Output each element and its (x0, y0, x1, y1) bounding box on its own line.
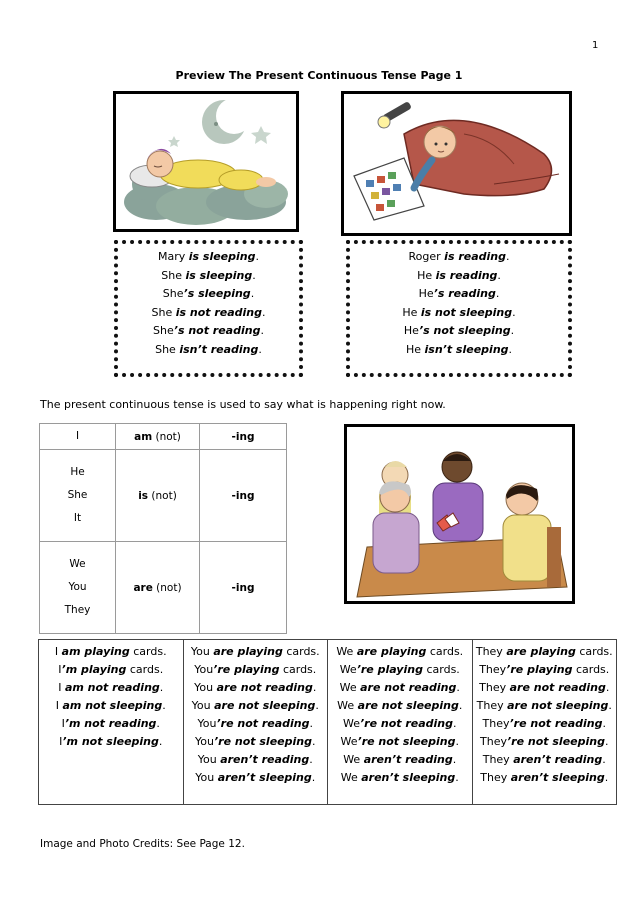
grammar-subjects-cell (40, 542, 116, 634)
example-line-verb: am not sleeping (62, 699, 163, 712)
roger-example-line (350, 341, 568, 360)
grammar-row (40, 450, 287, 542)
example-line-end: . (156, 717, 160, 730)
mary-example-lines (118, 248, 299, 359)
boy-reading-illustration (344, 94, 569, 233)
example-line-subject: They (475, 645, 507, 658)
example-line-end: . (608, 699, 612, 712)
example-line-subject: We (340, 735, 358, 748)
example-line-verb: ’m not reading (64, 717, 157, 730)
example-line-subject: We (343, 753, 364, 766)
mary-example-line-end: . (252, 268, 256, 282)
sleeping-girl-illustration (116, 94, 296, 229)
grammar-row (40, 542, 287, 634)
example-line (473, 715, 617, 733)
roger-reading-picture (341, 91, 572, 236)
example-line-subject: We (336, 645, 357, 658)
example-line-verb: are not reading (360, 681, 457, 694)
example-line-end: . (605, 681, 610, 694)
example-line-end: cards. (282, 645, 320, 658)
example-line (39, 697, 183, 715)
example-line-end: cards. (422, 663, 460, 676)
example-line (328, 733, 472, 751)
roger-example-line-subject: He (403, 324, 419, 337)
example-line-end: . (455, 735, 459, 748)
roger-examples-box (346, 240, 572, 377)
mary-sleeping-picture (113, 91, 299, 232)
example-line-end: cards. (572, 663, 610, 676)
grammar-negation: (not) (152, 581, 182, 594)
mary-example-line-verb: is not reading (175, 305, 262, 319)
example-line-subject: They (482, 753, 514, 766)
roger-example-line-verb: is reading (435, 268, 498, 282)
example-line-end: cards. (129, 645, 167, 658)
example-line-end: cards. (279, 663, 317, 676)
example-line (328, 697, 472, 715)
example-line (184, 751, 328, 769)
example-line (473, 733, 617, 751)
mary-example-line-verb: isn’t reading (179, 342, 259, 356)
grammar-subject: They (64, 604, 91, 616)
example-line-subject: They (482, 717, 510, 730)
roger-example-line-end: . (510, 324, 515, 337)
example-line-end: . (604, 735, 609, 748)
mary-example-line-subject: She (151, 305, 176, 319)
roger-example-line-verb: ’s not sleeping (418, 324, 511, 337)
mary-example-line (118, 285, 299, 304)
mary-example-line-end: . (250, 287, 255, 300)
roger-example-line-end: . (495, 287, 500, 300)
example-line-subject: They (476, 699, 508, 712)
example-line-verb: am not reading (64, 681, 160, 694)
mary-example-line-end: . (255, 250, 259, 263)
example-line-subject: We (340, 771, 362, 784)
example-line-subject: I (59, 735, 63, 748)
mary-example-line-end: . (260, 324, 264, 337)
example-line-end: . (602, 717, 606, 730)
grammar-verb: are (133, 581, 153, 594)
example-line-verb: ’re not sleeping (357, 735, 456, 748)
example-line-subject: They (479, 681, 510, 694)
examples-column (39, 640, 184, 805)
grammar-negation: (not) (148, 489, 177, 502)
roger-example-line-verb: is not sleeping (420, 305, 513, 319)
grammar-ending-cell (200, 424, 287, 450)
grammar-ending-cell (200, 450, 287, 542)
example-line-subject: You (191, 699, 215, 712)
grammar-verb-cell (116, 424, 200, 450)
mary-example-line-subject: She (153, 324, 174, 337)
example-line-end: . (158, 735, 163, 748)
mary-examples-box (114, 240, 303, 377)
roger-example-line-subject: He (402, 305, 421, 319)
roger-example-line (350, 267, 568, 286)
example-line-subject: We (339, 681, 361, 694)
example-line (473, 679, 617, 697)
example-line-subject: You (197, 717, 217, 730)
examples-table (38, 639, 617, 805)
example-line-verb: ’re playing (213, 663, 280, 676)
example-line-verb: ’re playing (356, 663, 423, 676)
example-line-end: . (602, 753, 606, 766)
example-line-end: cards. (126, 663, 164, 676)
mary-example-line (118, 304, 299, 323)
mary-example-line-subject: Mary (157, 250, 189, 263)
roger-example-line-verb: is reading (444, 250, 506, 263)
example-line-end: . (309, 753, 313, 766)
example-line (184, 733, 328, 751)
example-line-end: . (311, 735, 316, 748)
example-line (184, 679, 328, 697)
example-line (39, 733, 183, 751)
roger-example-line-verb: ’s reading (433, 287, 496, 300)
playing-cards-picture (344, 424, 575, 604)
example-line-verb: ’re not sleeping (214, 735, 312, 748)
example-line (39, 643, 183, 661)
grammar-subject: You (68, 581, 87, 593)
example-line-verb: am playing (61, 645, 130, 658)
example-line-subject: You (194, 663, 214, 676)
roger-example-line-end: . (497, 268, 501, 282)
example-line (184, 643, 328, 661)
example-line-verb: aren’t sleeping (510, 771, 605, 784)
example-line-subject: You (195, 771, 218, 784)
example-line-end: . (311, 771, 316, 784)
mary-example-line (118, 248, 299, 267)
example-line-end: . (604, 771, 609, 784)
example-line-verb: are playing (213, 645, 283, 658)
grammar-verb-cell (116, 450, 200, 542)
mary-example-line-subject: She (162, 287, 184, 300)
example-line-verb: aren’t sleeping (361, 771, 456, 784)
roger-example-line-end: . (508, 342, 513, 356)
example-line (328, 715, 472, 733)
grammar-verb: is (138, 489, 149, 502)
example-line-verb: are not sleeping (357, 699, 459, 712)
example-line-end: . (315, 699, 319, 712)
example-line-end: . (452, 753, 457, 766)
example-line-end: cards. (426, 645, 464, 658)
example-line-verb: aren’t reading (513, 753, 603, 766)
example-line-end: cards. (575, 645, 613, 658)
example-line-subject: We (337, 699, 358, 712)
example-line-subject: I (61, 717, 65, 730)
example-line (473, 643, 617, 661)
grammar-subjects-cell (40, 424, 116, 450)
people-playing-cards-illustration (347, 427, 572, 601)
page-title: Preview The Present Continuous Tense Page 1 (175, 69, 463, 82)
grammar-row (40, 424, 287, 450)
grammar-ending: -ing (231, 581, 255, 594)
examples-column (328, 640, 473, 805)
example-line-end: . (453, 717, 457, 730)
mary-example-line (118, 267, 299, 286)
example-line-subject: You (195, 735, 214, 748)
example-line (184, 769, 328, 787)
examples-row (39, 640, 617, 805)
example-line-end: . (455, 771, 459, 784)
grammar-negation: (not) (152, 430, 181, 443)
example-line-end: . (456, 681, 460, 694)
grammar-verb-cell (116, 542, 200, 634)
example-line (473, 697, 617, 715)
example-line-verb: ’m not sleeping (62, 735, 159, 748)
roger-example-lines (350, 248, 568, 359)
example-line (328, 643, 472, 661)
example-line (184, 661, 328, 679)
grammar-ending: -ing (231, 430, 255, 443)
example-line (184, 715, 328, 733)
mary-example-line-verb: is sleeping (185, 268, 253, 282)
example-line (328, 679, 472, 697)
example-line (39, 715, 183, 733)
mary-example-line-verb: ’s sleeping (183, 287, 251, 300)
intro-sentence: The present continuous tense is used to say what is happening right now. (40, 398, 446, 411)
example-line-subject: You (197, 753, 221, 766)
grammar-subject: He (70, 466, 85, 478)
example-line-subject: I (54, 645, 62, 658)
grammar-table (39, 423, 287, 634)
grammar-subject: She (67, 489, 88, 501)
example-line (328, 661, 472, 679)
roger-example-line-subject: He (418, 287, 434, 300)
example-line-verb: ’re playing (506, 663, 573, 676)
grammar-subject: We (69, 558, 86, 570)
examples-column (472, 640, 617, 805)
example-line (473, 661, 617, 679)
example-line (473, 769, 617, 787)
roger-example-line (350, 322, 568, 341)
roger-example-line-end: . (512, 305, 516, 319)
example-line-verb: ’re not reading (509, 717, 603, 730)
example-line (328, 751, 472, 769)
grammar-verb: am (134, 430, 153, 443)
example-line-verb: are not reading (216, 681, 313, 694)
example-line (39, 679, 183, 697)
examples-column (183, 640, 328, 805)
example-line (184, 697, 328, 715)
mary-example-line-verb: ’s not reading (173, 324, 261, 337)
roger-example-line (350, 304, 568, 323)
example-line-verb: are not sleeping (214, 699, 316, 712)
roger-example-line (350, 285, 568, 304)
example-line-verb: ’re not sleeping (507, 735, 605, 748)
grammar-subject: It (73, 512, 82, 524)
roger-example-line-end: . (505, 250, 510, 263)
example-line-verb: are not sleeping (507, 699, 609, 712)
mary-example-line (118, 322, 299, 341)
example-line-end: . (309, 717, 313, 730)
roger-example-line-subject: He (417, 268, 436, 282)
example-line-subject: They (480, 771, 511, 784)
grammar-ending: -ing (231, 489, 255, 502)
example-line-subject: I (55, 699, 63, 712)
example-line-subject: We (339, 663, 357, 676)
example-line-verb: ’re not reading (359, 717, 454, 730)
example-line (328, 769, 472, 787)
grammar-subject: I (75, 430, 80, 442)
example-line-subject: I (58, 681, 65, 694)
example-line-end: . (159, 681, 164, 694)
mary-example-line-verb: is sleeping (188, 250, 256, 263)
example-line-subject: You (190, 645, 214, 658)
example-line-end: . (312, 681, 317, 694)
example-line-verb: ’m playing (61, 663, 127, 676)
mary-example-line (118, 341, 299, 360)
mary-example-line-subject: She (155, 342, 180, 356)
roger-example-line-subject: He (405, 342, 425, 356)
example-line-verb: ’re not reading (216, 717, 310, 730)
example-line-verb: aren’t reading (363, 753, 453, 766)
example-line-subject: We (342, 717, 360, 730)
example-line-subject: I (58, 663, 62, 676)
grammar-ending-cell (200, 542, 287, 634)
example-line (39, 661, 183, 679)
roger-example-line (350, 248, 568, 267)
example-line-subject: They (480, 735, 507, 748)
example-line-end: . (162, 699, 166, 712)
example-line-verb: are playing (506, 645, 576, 658)
roger-example-line-verb: isn’t sleeping (424, 342, 509, 356)
mary-example-line-end: . (262, 305, 266, 319)
page-number: 1 (592, 40, 599, 51)
mary-example-line-subject: She (161, 268, 186, 282)
example-line-verb: are not reading (509, 681, 606, 694)
example-line-end: . (458, 699, 463, 712)
example-line-verb: aren’t sleeping (217, 771, 312, 784)
roger-example-line-subject: Roger (408, 250, 445, 263)
example-line-verb: are playing (356, 645, 427, 658)
example-line-subject: They (479, 663, 507, 676)
example-line-verb: aren’t reading (220, 753, 310, 766)
example-line (473, 751, 617, 769)
image-credits: Image and Photo Credits: See Page 12. (40, 838, 245, 850)
example-line-subject: You (194, 681, 217, 694)
grammar-subjects-cell (40, 450, 116, 542)
mary-example-line-end: . (258, 342, 262, 356)
